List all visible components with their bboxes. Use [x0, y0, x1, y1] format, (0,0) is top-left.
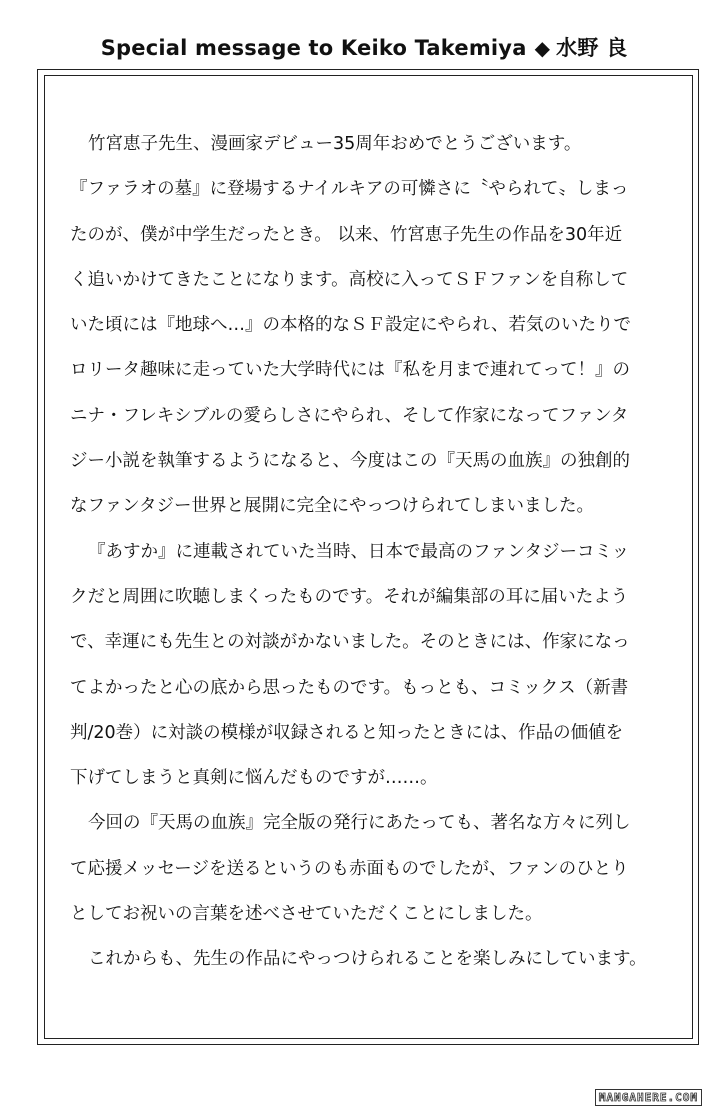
paragraph-line: なファンタジー世界と展開に完全にやっつけられてしまいました。: [70, 496, 594, 517]
paragraph-line: 『あすか』に連載されていた当時、日本で最高のファンタジーコミッ: [88, 541, 630, 562]
paragraph-line: で、幸運にも先生との対談がかないました。そのときには、作家になっ: [70, 632, 630, 653]
page-title: [0, 32, 728, 62]
message-body: [70, 122, 670, 983]
paragraph-line: これからも、先生の作品にやっつけられることを楽しみにしています。: [88, 949, 647, 970]
paragraph-line: てよかったと心の底から思ったものです。もっとも、コミックス（新書: [70, 677, 629, 698]
paragraph-line: ニナ・フレキシブルの愛らしさにやられ、そして作家になってファンタ: [70, 405, 629, 426]
paragraph-line: ジー小説を執筆するようになると、今度はこの『天馬の血族』の独創的: [70, 451, 630, 472]
paragraph-line: 竹宮恵子先生、漫画家デビュー35周年おめでとうございます。: [88, 134, 582, 154]
paragraph-line: ロリータ趣味に走っていた大学時代には『私を月まで連れてって！』の: [70, 360, 630, 381]
paragraph-line: いた頃には『地球へ…』の本格的なＳＦ設定にやられ、若気のいたりで: [70, 315, 632, 336]
paragraph-line: く追いかけてきたことになります。高校に入ってＳＦファンを自称して: [70, 269, 629, 290]
watermark: MANGAHERE.COM: [595, 1089, 702, 1106]
paragraph-line: 『ファラオの墓』に登場するナイルキアの可憐さに〝やられて〟しまっ: [70, 179, 629, 200]
diamond-icon: ◆: [534, 36, 551, 60]
paragraph-line: としてお祝いの言葉を述べさせていただくことにしました。: [70, 904, 543, 925]
author-name: 水野 良: [556, 36, 628, 60]
paragraph-line: 今回の『天馬の血族』完全版の発行にあたっても、著名な方々に列し: [88, 813, 631, 834]
paragraph-line: 下げてしまうと真剣に悩んだものですが……。: [70, 768, 438, 789]
title-english: Special message to Keiko Takemiya: [100, 36, 527, 60]
paragraph-line: たのが、僕が中学生だったとき。 以来、竹宮恵子先生の作品を30年近: [70, 224, 623, 245]
paragraph-line: 判/20巻）に対談の模様が収録されると知ったときには、作品の価値を: [70, 722, 624, 743]
paragraph-line: クだと周囲に吹聴しまくったものです。それが編集部の耳に届いたよう: [70, 586, 629, 607]
paragraph-line: て応援メッセージを送るというのも赤面ものでしたが、ファンのひとり: [70, 858, 629, 879]
